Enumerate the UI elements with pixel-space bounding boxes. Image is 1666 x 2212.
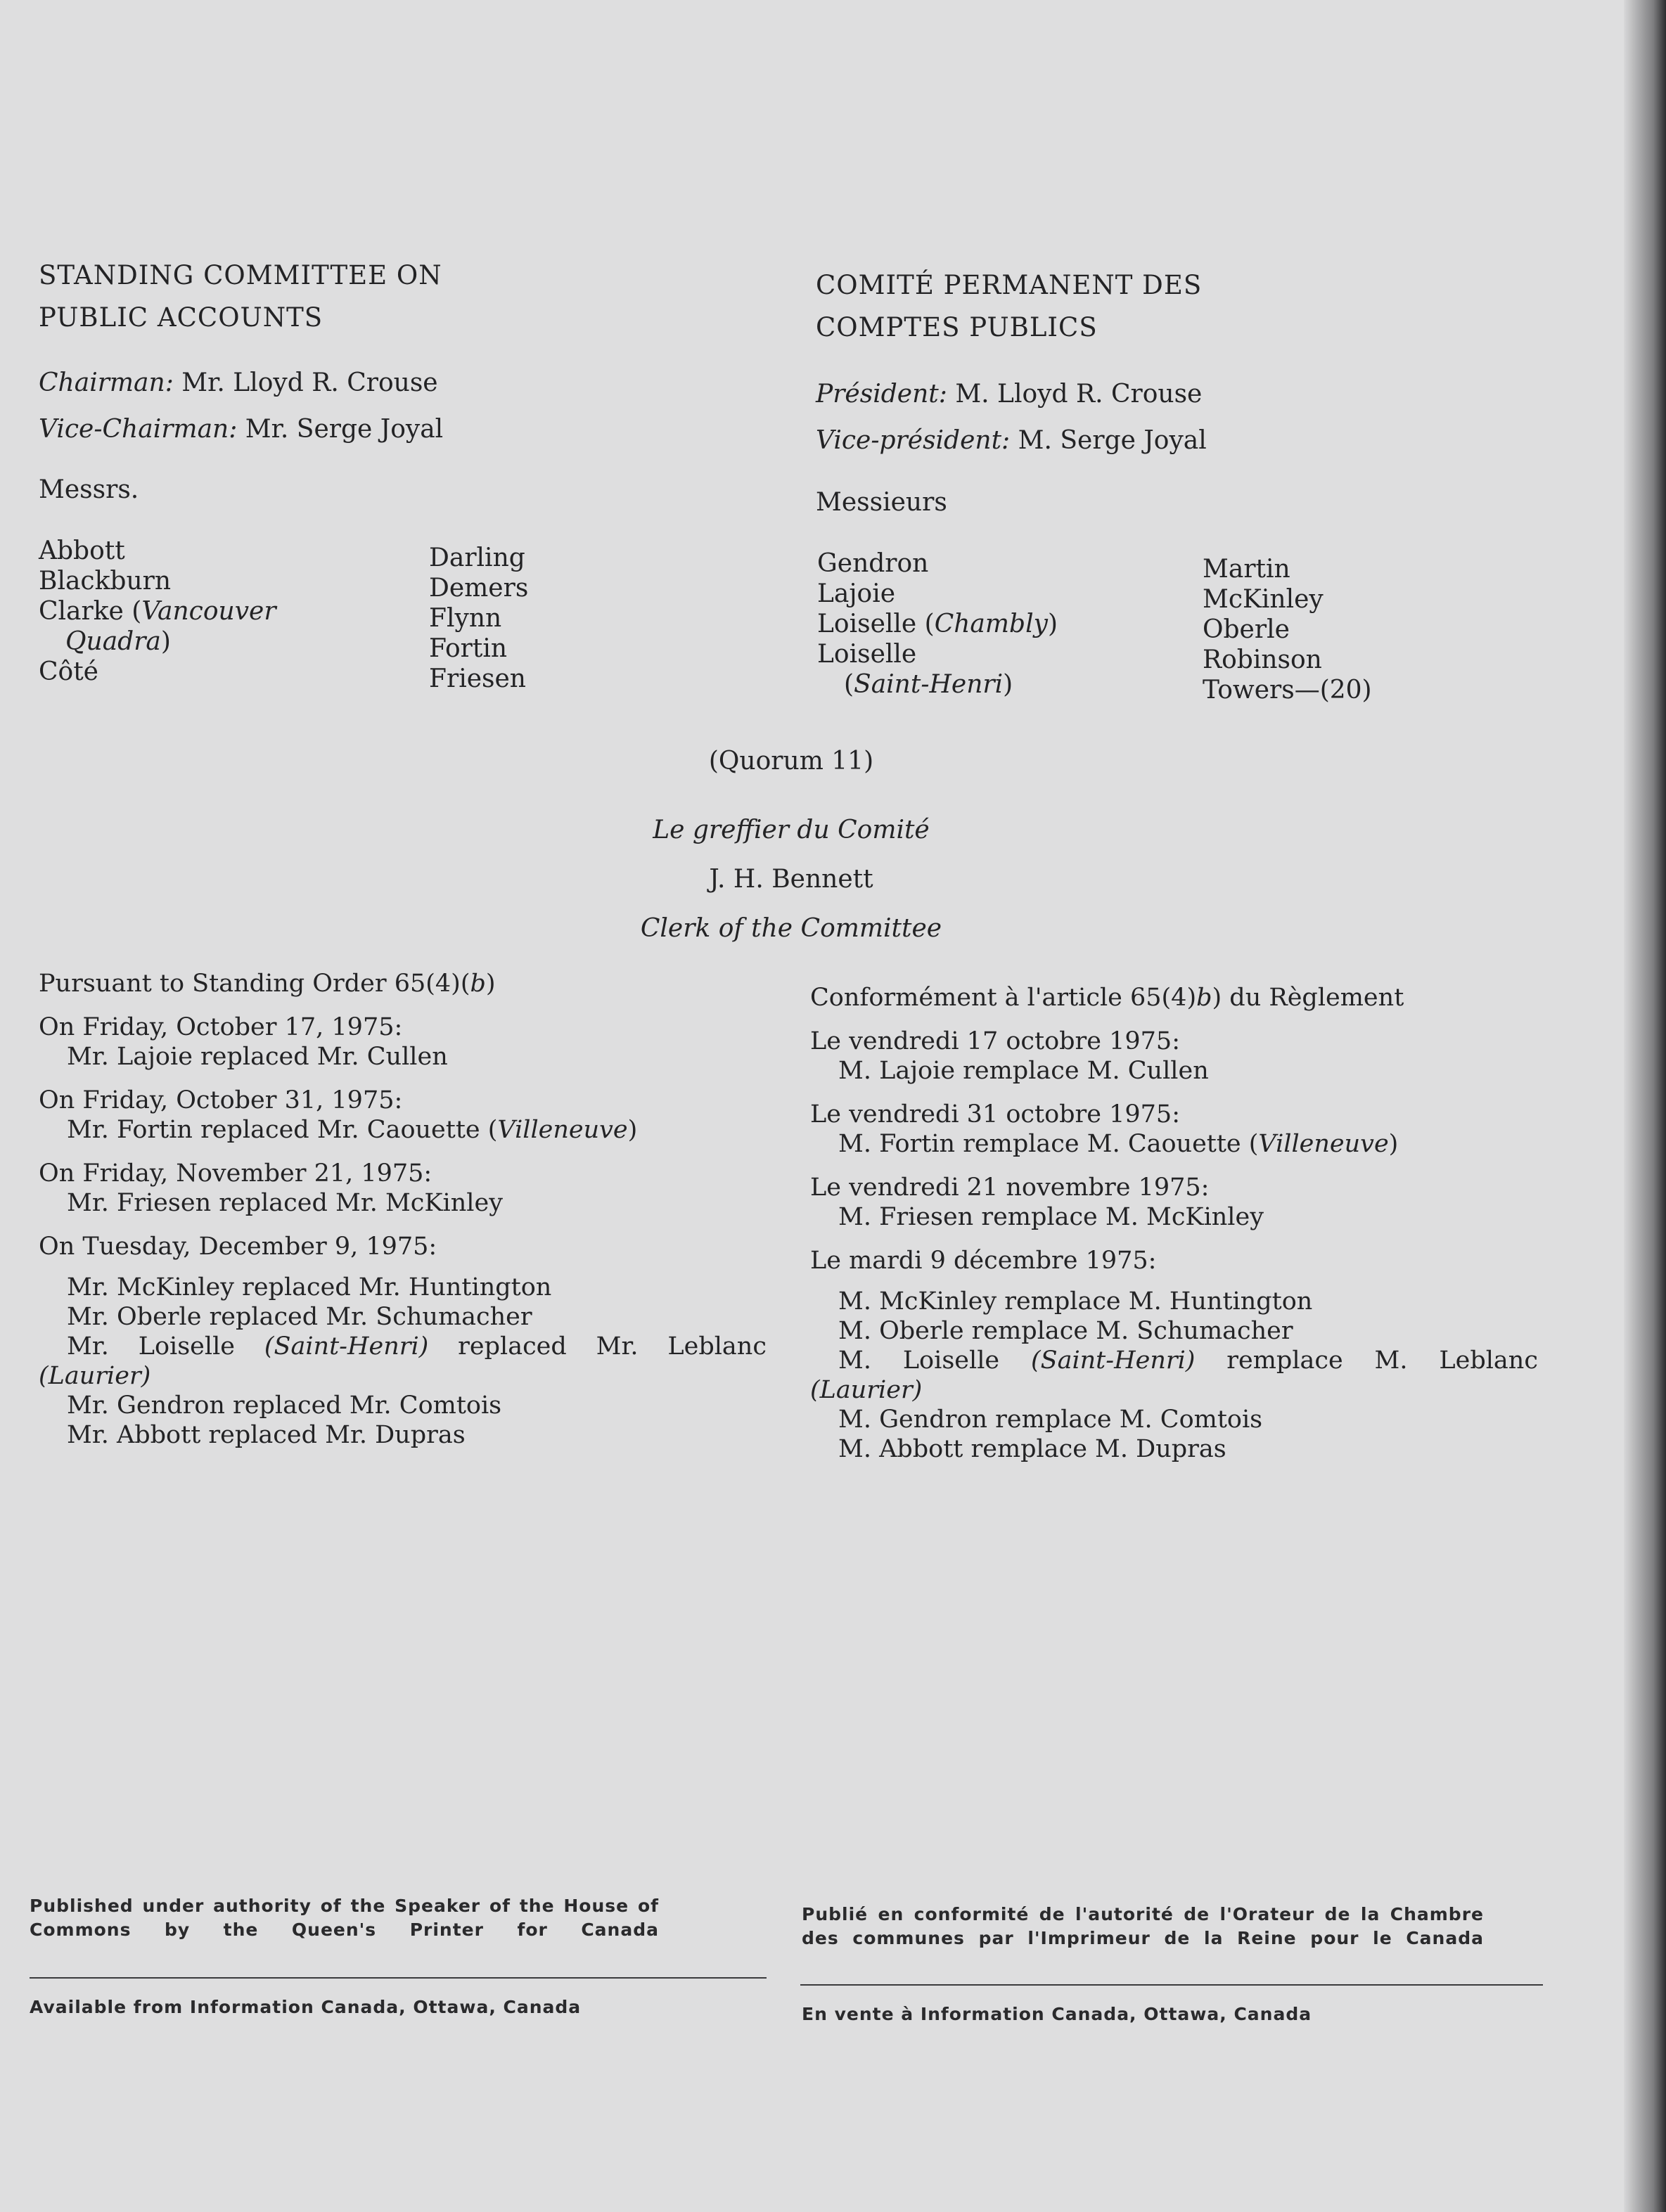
member-name: Clarke (Vancouver: [39, 597, 276, 626]
left-footer-available: Available from Information Canada, Ottawa, Canada: [30, 1997, 582, 2017]
change-entry: Mr. Abbott replaced Mr. Dupras: [67, 1421, 466, 1449]
change-entry: M. Oberle remplace M. Schumacher: [838, 1317, 1293, 1345]
change-entry: Mr. Fortin replaced Mr. Caouette (Villeneuve): [67, 1116, 638, 1144]
left-footer-published: Published under authority of the Speaker of the House of Commons by the Queen's Printer for Canada: [30, 1896, 659, 1940]
change-entry: Mr. Gendron replaced Mr. Comtois: [67, 1391, 502, 1420]
change-entry: Mr. Friesen replaced Mr. McKinley: [67, 1189, 503, 1217]
change-entry: M. Abbott remplace M. Dupras: [838, 1435, 1226, 1463]
member-name: Côté: [39, 657, 98, 686]
member-name: Demers: [429, 574, 529, 603]
right-members-label: Messieurs: [816, 488, 947, 517]
right-title-line2: COMPTES PUBLICS: [816, 312, 1098, 342]
change-date: Le mardi 9 décembre 1975:: [810, 1247, 1157, 1275]
left-title-line2: PUBLIC ACCOUNTS: [39, 302, 323, 333]
change-date: On Friday, October 17, 1975:: [39, 1013, 403, 1041]
member-name: Fortin: [429, 634, 508, 663]
change-date: On Friday, October 31, 1975:: [39, 1086, 403, 1114]
change-entry: Mr. Oberle replaced Mr. Schumacher: [67, 1303, 532, 1331]
left-committee-header: [39, 255, 770, 513]
member-name: Martin: [1203, 555, 1290, 584]
right-president: Président: M. Lloyd R. Crouse: [816, 380, 1203, 409]
member-name: Towers—(20): [1203, 676, 1372, 705]
left-members-col1: [39, 536, 404, 687]
member-riding: Quadra): [65, 627, 171, 656]
change-date: On Tuesday, December 9, 1975:: [39, 1233, 437, 1261]
right-members-col2: [1203, 554, 1484, 705]
member-name: Abbott: [39, 536, 125, 565]
member-riding: (Saint-Henri): [844, 670, 1013, 699]
change-entry: M. Gendron remplace M. Comtois: [838, 1406, 1263, 1434]
member-name: Lajoie: [817, 579, 896, 608]
clerk-name: J. H. Bennett: [709, 865, 873, 894]
left-members-label: Messrs.: [39, 475, 139, 504]
change-entry: M. Friesen remplace M. McKinley: [838, 1203, 1264, 1231]
right-members-col1: [817, 548, 1183, 700]
left-chairman: Chairman: Mr. Lloyd R. Crouse: [39, 368, 438, 397]
right-title-line1: COMITÉ PERMANENT DES: [816, 270, 1203, 300]
change-entry: Mr. Lajoie replaced Mr. Cullen: [67, 1043, 448, 1071]
change-entry: Mr. Loiselle (Saint-Henri) replaced Mr. Leblanc: [67, 1332, 767, 1361]
member-name: Friesen: [429, 664, 526, 693]
conformement-line: Conformément à l'article 65(4)b) du Règlement: [810, 984, 1404, 1012]
member-name: Flynn: [429, 604, 502, 633]
change-entry: M. Lajoie remplace M. Cullen: [838, 1057, 1209, 1085]
left-vice-chairman: Vice-Chairman: Mr. Serge Joyal: [39, 415, 444, 444]
member-name: Loiselle (Chambly): [817, 610, 1058, 638]
member-name: Gendron: [817, 549, 929, 578]
change-entry: M. Loiselle (Saint-Henri) remplace M. Leblanc: [838, 1346, 1538, 1375]
right-vice-president: Vice-président: M. Serge Joyal: [816, 426, 1207, 455]
change-date: Le vendredi 21 novembre 1975:: [810, 1173, 1210, 1202]
page-edge-shadow: [1624, 0, 1666, 2212]
member-name: Loiselle: [817, 640, 917, 669]
change-date: Le vendredi 17 octobre 1975:: [810, 1027, 1180, 1055]
change-date: Le vendredi 31 octobre 1975:: [810, 1100, 1180, 1128]
clerk-title: Clerk of the Committee: [640, 914, 942, 943]
left-members-col2: [429, 543, 710, 694]
member-name: Oberle: [1203, 615, 1290, 644]
pursuant-line: Pursuant to Standing Order 65(4)(b): [39, 970, 496, 998]
left-footer-rule: [30, 1977, 767, 1979]
quorum: (Quorum 11): [708, 747, 874, 776]
change-entry-cont: (Laurier): [810, 1376, 923, 1404]
left-membership-changes: [39, 969, 767, 1450]
right-footer-rule: [800, 1984, 1543, 1986]
change-entry: Mr. McKinley replaced Mr. Huntington: [67, 1273, 552, 1301]
change-entry: M. McKinley remplace M. Huntington: [838, 1287, 1313, 1316]
change-entry: M. Fortin remplace M. Caouette (Villeneuve): [838, 1130, 1399, 1158]
change-entry-cont: (Laurier): [39, 1362, 151, 1390]
right-membership-changes: [810, 983, 1538, 1464]
right-committee-header: [816, 264, 1540, 526]
right-footer-published: Publié en conformité de l'autorité de l'Orateur de la Chambre des communes par l'Imprimeur de la Reine pour le Canada: [802, 1904, 1484, 1948]
member-name: McKinley: [1203, 585, 1324, 614]
member-name: Blackburn: [39, 567, 172, 596]
greffier-label: Le greffier du Comité: [653, 816, 930, 844]
change-date: On Friday, November 21, 1975:: [39, 1159, 432, 1188]
member-name: Robinson: [1203, 645, 1322, 674]
member-name: Darling: [429, 544, 525, 572]
right-footer-available: En vente à Information Canada, Ottawa, Canada: [802, 2004, 1312, 2024]
left-title-line1: STANDING COMMITTEE ON: [39, 260, 442, 290]
